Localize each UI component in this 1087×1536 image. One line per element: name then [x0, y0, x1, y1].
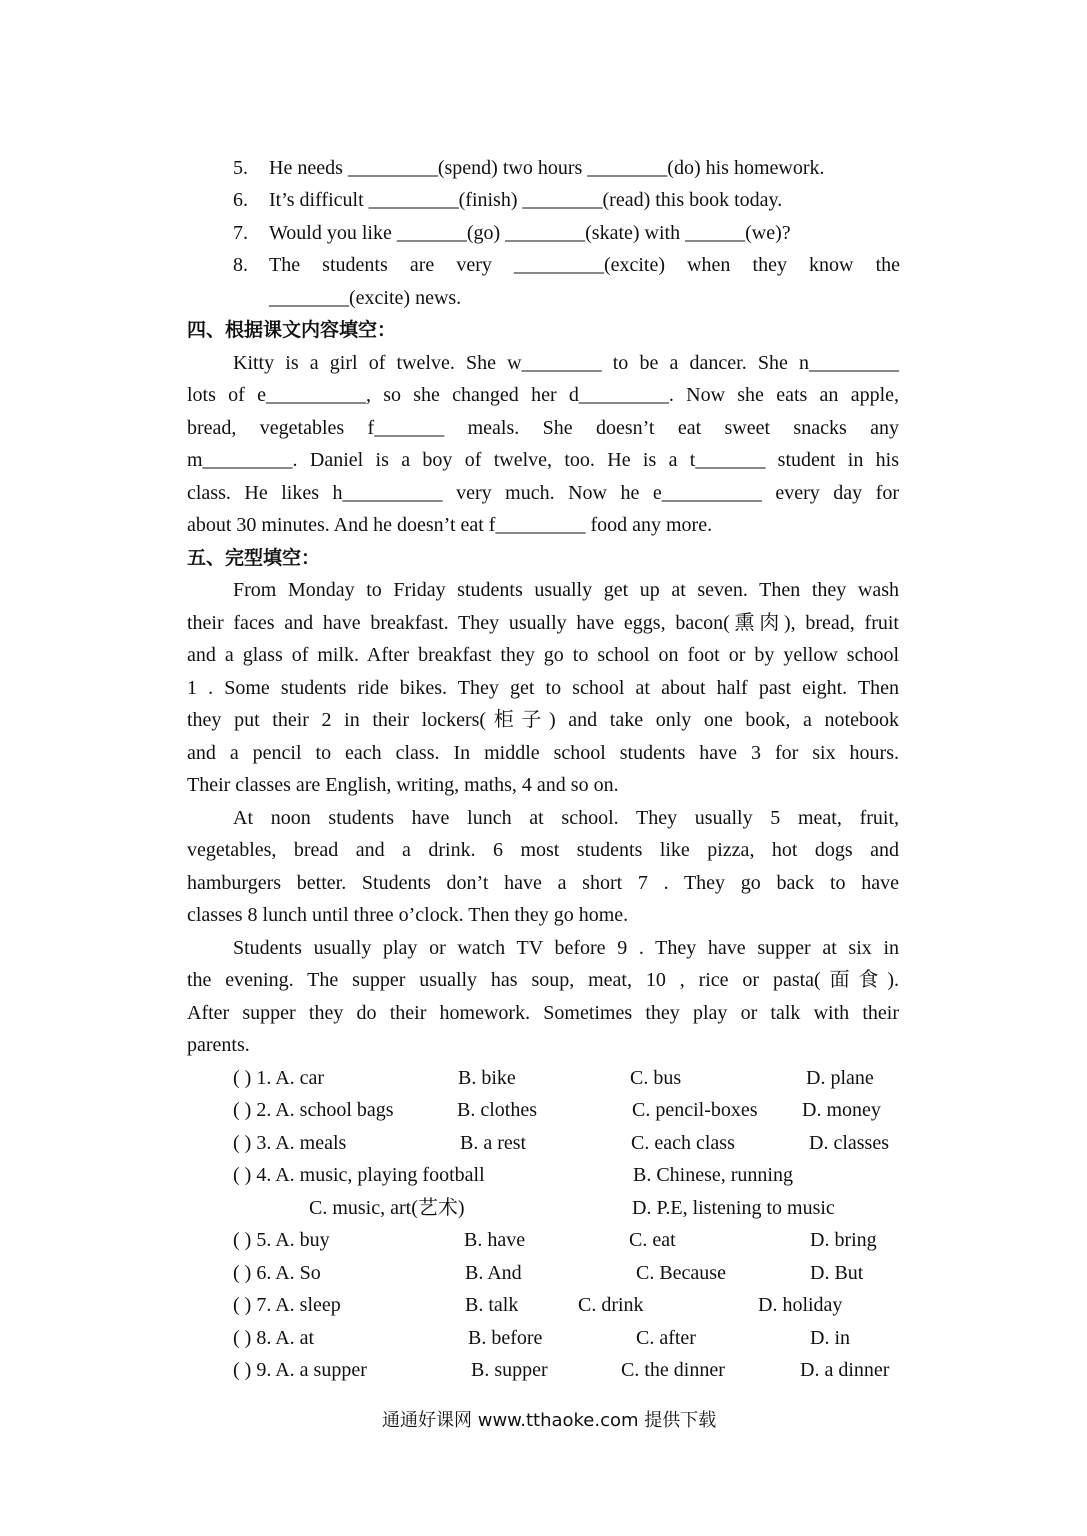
paragraph-line: the evening. The supper usually has soup, meat, 10 , rice or pasta(面食).	[187, 969, 899, 991]
choice-c: C. pencil-boxes	[632, 1099, 758, 1121]
choice-b: B. have	[464, 1229, 526, 1251]
paragraph-line: class. He likes h__________ very much. Now he e__________ every day for	[187, 482, 899, 504]
choice-b: B. a rest	[460, 1132, 527, 1154]
choice-question: ( ) 5. A. buy	[233, 1229, 330, 1251]
item-number: 7.	[233, 222, 248, 244]
choice-question: ( ) 4. A. music, playing football	[233, 1164, 485, 1186]
choice-c: C. drink	[578, 1294, 644, 1316]
choice-c: C. after	[636, 1327, 696, 1349]
choice-b: B. And	[465, 1262, 522, 1284]
paragraph-line: lots of e__________, so she changed her d_________. Now she eats an apple,	[187, 384, 899, 406]
choice-b: B. bike	[458, 1067, 516, 1089]
paragraph-line: After supper they do their homework. Sometimes they play or talk with their	[187, 1002, 899, 1024]
choice-question: ( ) 9. A. a supper	[233, 1359, 367, 1381]
paragraph-line: 1 . Some students ride bikes. They get to school at about half past eight. Then	[187, 677, 899, 699]
paragraph-line: Students usually play or watch TV before 9 . They have supper at six in	[233, 937, 899, 959]
item-text: The students are very _________(excite) when they know the	[269, 254, 900, 276]
paragraph-line: bread, vegetables f_______ meals. She doesn’t eat sweet snacks any	[187, 417, 899, 439]
choice-d: D. classes	[809, 1132, 889, 1154]
section-heading: 四、根据课文内容填空：	[187, 319, 397, 341]
item-number: 5.	[233, 157, 248, 179]
paragraph-line: they put their 2 in their lockers(柜子) and take only one book, a notebook	[187, 709, 899, 731]
item-number: 8.	[233, 254, 248, 276]
choice-c: C. the dinner	[621, 1359, 725, 1381]
section-heading: 五、完型填空：	[187, 547, 321, 569]
paragraph-line: Kitty is a girl of twelve. She w________ to be a dancer. She n_________	[233, 352, 899, 374]
page-footer: 通通好课网 www.tthaoke.com 提供下载	[382, 1410, 717, 1431]
paragraph-line: and a glass of milk. After breakfast they go to school on foot or by yellow school	[187, 644, 899, 666]
paragraph-line: about 30 minutes. And he doesn’t eat f_________ food any more.	[187, 514, 713, 536]
choice-b: B. clothes	[457, 1099, 537, 1121]
choice-d: D. But	[810, 1262, 864, 1284]
item-text: Would you like _______(go) ________(skate) with ______(we)?	[269, 222, 791, 244]
item-text: It’s difficult _________(finish) ________(read) this book today.	[269, 189, 783, 211]
choice-b: B. before	[468, 1327, 543, 1349]
paragraph-line: m_________. Daniel is a boy of twelve, too. He is a t_______ student in his	[187, 449, 899, 471]
choice-d: D. in	[810, 1327, 850, 1349]
choice-d: D. money	[802, 1099, 881, 1121]
choice-question: ( ) 7. A. sleep	[233, 1294, 341, 1316]
choice-d: D. plane	[806, 1067, 874, 1089]
choice-c: C. Because	[636, 1262, 726, 1284]
choice-question: ( ) 1. A. car	[233, 1067, 325, 1089]
choice-d: D. bring	[810, 1229, 877, 1251]
choice-c: B. Chinese, running	[633, 1164, 793, 1186]
choice-c: C. each class	[631, 1132, 735, 1154]
choice-b: B. supper	[471, 1359, 548, 1381]
choice-question: ( ) 2. A. school bags	[233, 1099, 394, 1121]
choice-b: B. talk	[465, 1294, 519, 1316]
choice-b: C. music, art(艺术)	[309, 1197, 465, 1219]
item-text-continued: ________(excite) news.	[269, 287, 462, 309]
paragraph-line: From Monday to Friday students usually get up at seven. Then they wash	[233, 579, 899, 601]
paragraph-line: hamburgers better. Students don’t have a short 7 . They go back to have	[187, 872, 899, 894]
paragraph-line: At noon students have lunch at school. They usually 5 meat, fruit,	[233, 807, 899, 829]
paragraph-line: Their classes are English, writing, maths, 4 and so on.	[187, 774, 619, 796]
paragraph-line: their faces and have breakfast. They usually have eggs, bacon(熏肉), bread, fruit	[187, 612, 899, 634]
item-number: 6.	[233, 189, 248, 211]
choice-c: C. eat	[629, 1229, 676, 1251]
choice-question: ( ) 6. A. So	[233, 1262, 321, 1284]
paragraph-line: parents.	[187, 1034, 250, 1056]
choice-question: ( ) 3. A. meals	[233, 1132, 347, 1154]
item-text: He needs _________(spend) two hours ________(do) his homework.	[269, 157, 825, 179]
choice-question: ( ) 8. A. at	[233, 1327, 315, 1349]
paragraph-line: vegetables, bread and a drink. 6 most students like pizza, hot dogs and	[187, 839, 899, 861]
choice-c: C. bus	[630, 1067, 682, 1089]
choice-d: D. holiday	[758, 1294, 843, 1316]
paragraph-line: classes 8 lunch until three o’clock. Then they go home.	[187, 904, 629, 926]
paragraph-line: and a pencil to each class. In middle school students have 3 for six hours.	[187, 742, 899, 764]
choice-c: D. P.E, listening to music	[632, 1197, 835, 1219]
choice-d: D. a dinner	[800, 1359, 890, 1381]
